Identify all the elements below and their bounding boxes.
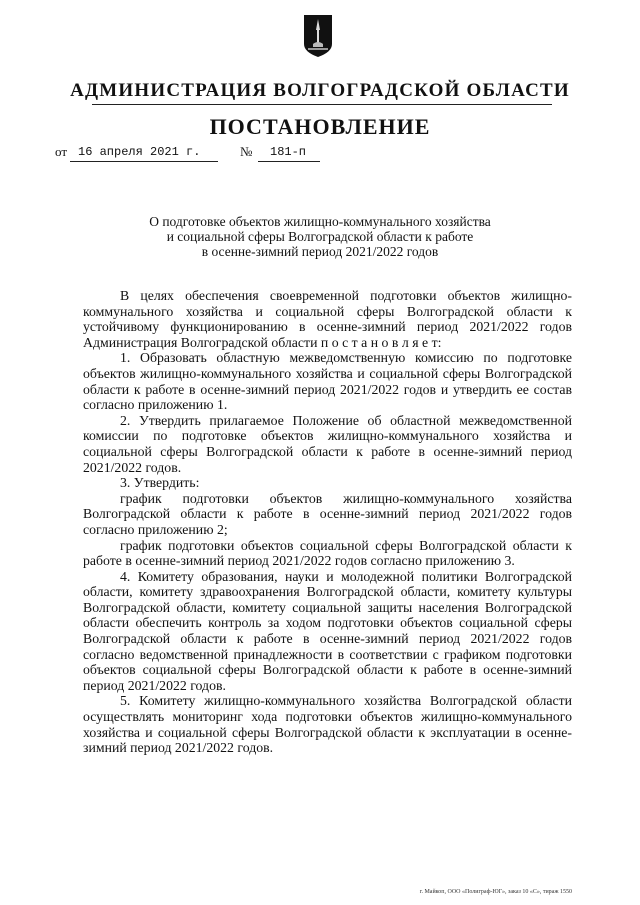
item-paragraph: 1. Образовать областную межведомственную комиссию по подготовке объектов жилищно-коммунального хозяйства и социальной сферы Волгоградской области к работе в осенне-зимний период 2021/2022 годов и утвердить ее состав согласно приложению 1.: [83, 350, 572, 413]
subject-line: и социальной сферы Волгоградской области к работе: [166, 229, 474, 244]
subject-line: О подготовке объектов жилищно-коммунального хозяйства: [149, 214, 491, 229]
preamble-text: В целях обеспечения своевременной подготовки объектов жилищно-коммунального хозяйства и социальной сферы Волгоградской области к устойчивому функционированию в осенне-зимний период 2021/2022 годов Администрация Волгоградской области: [83, 288, 572, 350]
subject-line: в осенне-зимний период 2021/2022 годов: [201, 244, 439, 259]
item-paragraph: 5. Комитету жилищно-коммунального хозяйства Волгоградской области осуществлять мониторинг хода подготовки объектов жилищно-коммунального хозяйства и социальной сферы Волгоградской области к эксплуатации в осенне-зимний период 2021/2022 годов.: [83, 693, 572, 756]
print-imprint: г. Майкоп, ООО «Полиграф-ЮГ», заказ 10 «С», тираж 1550: [419, 889, 572, 895]
coat-of-arms-emblem: [303, 14, 333, 58]
date-underline: [70, 161, 218, 162]
document-body: [83, 288, 572, 756]
item-paragraph: график подготовки объектов социальной сферы Волгоградской области к работе в осенне-зимний период 2021/2022 годов согласно приложению 3.: [83, 537, 572, 569]
title-divider: [92, 104, 552, 105]
preamble-paragraph: [83, 288, 572, 350]
number-value: 181-п: [270, 145, 307, 159]
number-label: №: [240, 144, 253, 159]
item-paragraph: 4. Комитету образования, науки и молодежной политики Волгоградской области, комитету здравоохранения Волгоградской области, комитету культуры Волгоградской области, комитету социальной защиты населения Волгоградской области обеспечить контроль за ходом подготовки объектов социальной сферы Волгоградской области к работе в осенне-зимний период 2021/2022 годов согласно ведомственной принадлежности в соответствии с графиком подготовки объектов социальной сферы Волгоградской области к работе в осенне-зимний период 2021/2022 годов.: [83, 568, 572, 693]
number-underline: [258, 161, 320, 162]
resolves-word: п о с т а н о в л я е т:: [320, 334, 442, 350]
item-paragraph: 2. Утвердить прилагаемое Положение об областной межведомственной комиссии по подготовке объектов жилищно-коммунального хозяйства и социальной сферы Волгоградской области к работе в осенне-зимний период 2021/2022 годов.: [83, 412, 572, 475]
date-label: от: [55, 144, 68, 159]
item-paragraph: 3. Утвердить:: [120, 475, 200, 491]
date-value: 16 апреля 2021 г.: [78, 145, 201, 159]
document-type-heading: ПОСТАНОВЛЕНИЕ: [209, 114, 431, 139]
organization-title: АДМИНИСТРАЦИЯ ВОЛГОГРАДСКОЙ ОБЛАСТИ: [70, 80, 570, 101]
item-paragraph: график подготовки объектов жилищно-коммунального хозяйства Волгоградской области к работе в осенне-зимний период 2021/2022 годов согласно приложению 2;: [83, 490, 572, 537]
document-subject: [0, 214, 640, 259]
